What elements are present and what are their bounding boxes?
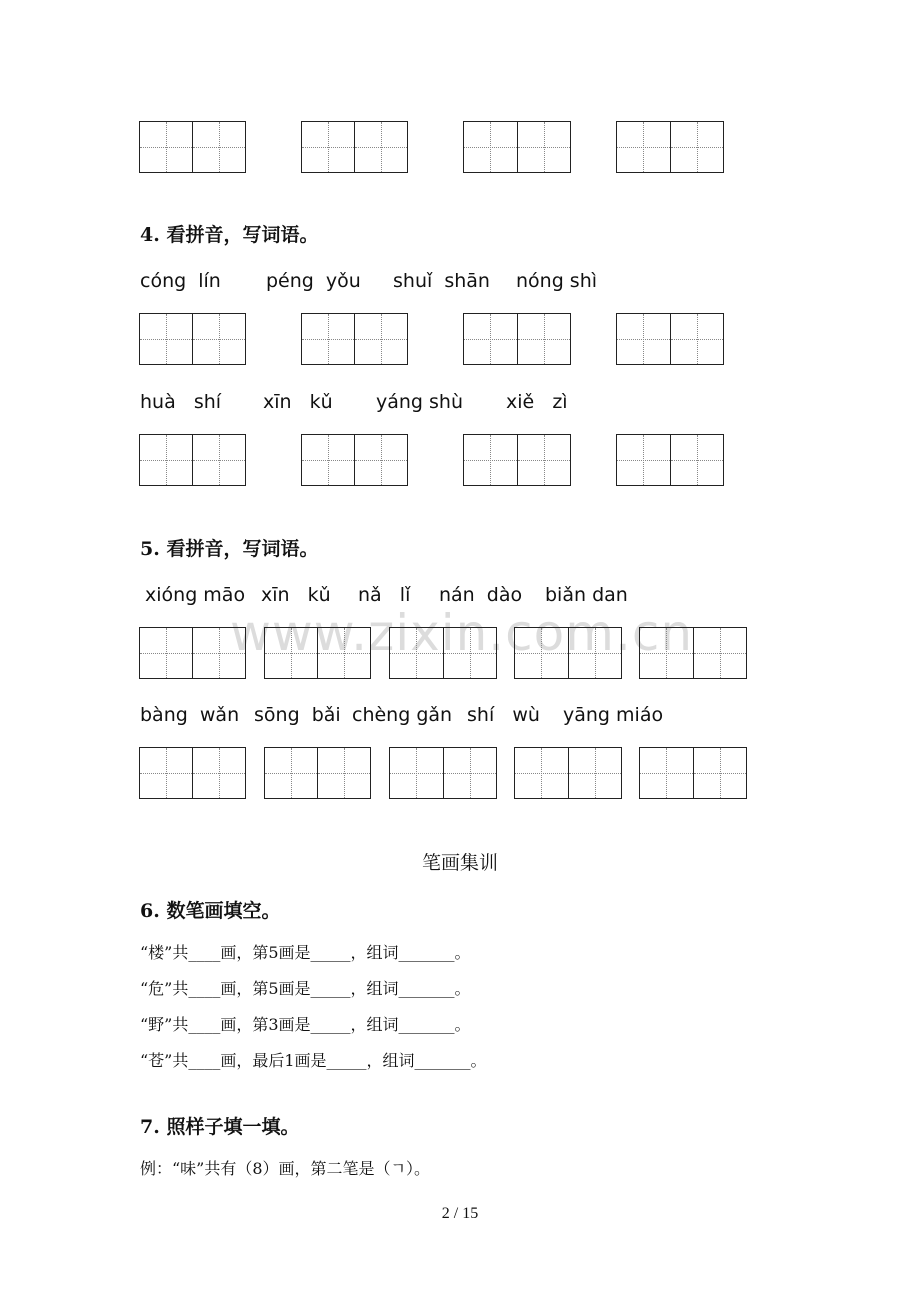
pinyin: shí wù bbox=[467, 704, 540, 726]
pinyin: péng yǒu bbox=[266, 270, 361, 292]
writing-box[interactable] bbox=[301, 121, 408, 173]
pinyin: yáng shù bbox=[376, 391, 464, 413]
pinyin: nóng shì bbox=[516, 270, 598, 292]
writing-box[interactable] bbox=[139, 747, 246, 799]
writing-box[interactable] bbox=[463, 121, 571, 173]
pinyin: yāng miáo bbox=[563, 704, 664, 726]
pinyin: huà shí bbox=[140, 391, 222, 413]
pinyin: bàng wǎn bbox=[140, 704, 240, 726]
pinyin: cóng lín bbox=[140, 270, 221, 292]
writing-box[interactable] bbox=[139, 434, 246, 486]
writing-box[interactable] bbox=[139, 121, 246, 173]
writing-box[interactable] bbox=[301, 434, 408, 486]
q5-title: 5. 看拼音，写词语。 bbox=[140, 538, 319, 560]
writing-box[interactable] bbox=[301, 313, 408, 365]
writing-box[interactable] bbox=[514, 627, 622, 679]
writing-box[interactable] bbox=[264, 627, 371, 679]
q7-title: 7. 照样子填一填。 bbox=[140, 1116, 300, 1138]
writing-box[interactable] bbox=[389, 627, 497, 679]
pinyin: chèng gǎn bbox=[352, 704, 453, 726]
writing-box[interactable] bbox=[389, 747, 497, 799]
page-number: 2 / 15 bbox=[441, 1205, 479, 1222]
writing-box[interactable] bbox=[514, 747, 622, 799]
q4-title: 4. 看拼音，写词语。 bbox=[140, 224, 319, 246]
writing-box[interactable] bbox=[616, 121, 724, 173]
writing-box[interactable] bbox=[139, 627, 246, 679]
pinyin: nǎ lǐ bbox=[358, 584, 411, 606]
section-title: 笔画集训 bbox=[421, 852, 498, 874]
writing-box[interactable] bbox=[139, 313, 246, 365]
writing-box[interactable] bbox=[463, 434, 571, 486]
pinyin: xióng māo bbox=[145, 584, 246, 606]
q6-title: 6. 数笔画填空。 bbox=[140, 900, 281, 922]
pinyin: sōng bǎi bbox=[254, 704, 341, 726]
q7-example: 例：“味”共有（8）画，第二笔是（ㄱ）。 bbox=[140, 1159, 430, 1178]
watermark: www.zixin.com.cn bbox=[230, 604, 694, 662]
writing-box[interactable] bbox=[264, 747, 371, 799]
pinyin: xīn kǔ bbox=[261, 584, 331, 606]
pinyin: biǎn dan bbox=[545, 584, 628, 606]
pinyin: nán dào bbox=[439, 584, 523, 606]
q6-line[interactable]: “苍”共____画，最后1画是_____，组词_______。 bbox=[140, 1051, 487, 1070]
q6-line[interactable]: “野”共____画，第3画是_____，组词_______。 bbox=[140, 1015, 471, 1034]
writing-box[interactable] bbox=[616, 434, 724, 486]
q6-line[interactable]: “危”共____画，第5画是_____，组词_______。 bbox=[140, 979, 471, 998]
writing-box[interactable] bbox=[639, 627, 747, 679]
writing-box[interactable] bbox=[463, 313, 571, 365]
pinyin: xiě zì bbox=[506, 391, 568, 413]
pinyin: xīn kǔ bbox=[263, 391, 333, 413]
writing-box[interactable] bbox=[639, 747, 747, 799]
q6-line[interactable]: “楼”共____画，第5画是_____，组词_______。 bbox=[140, 943, 471, 962]
pinyin: shuǐ shān bbox=[393, 270, 490, 292]
writing-box[interactable] bbox=[616, 313, 724, 365]
